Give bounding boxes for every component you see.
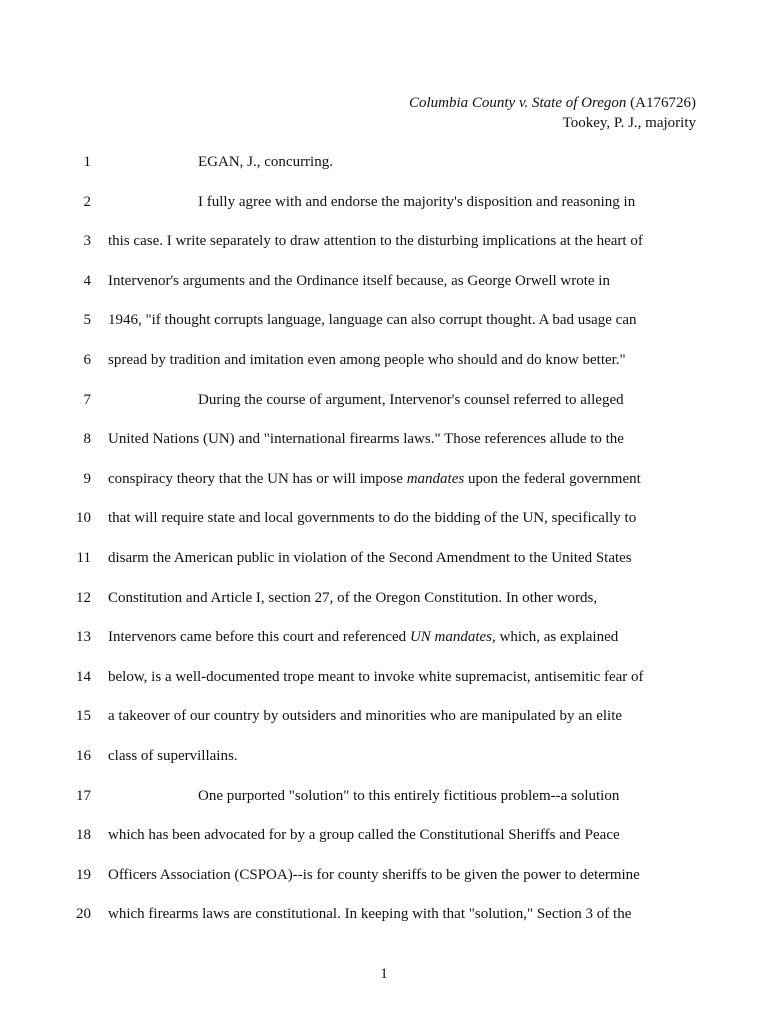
text-run: Officers Association (CSPOA)--is for county sheriffs to be given the power to determine — [108, 866, 640, 883]
text-run: United Nations (UN) and "international firearms laws." Those references allude to the — [108, 431, 624, 448]
text-run: 1946, "if thought corrupts language, language can also corrupt thought. A bad usage can — [108, 312, 637, 329]
line-text — [108, 427, 624, 451]
line-number: 3 — [83, 233, 91, 250]
case-header — [409, 93, 696, 133]
text-run: During the course of argument, Intervenor's counsel referred to alleged — [198, 391, 624, 408]
line-text — [108, 744, 238, 768]
text-run: , which, as explained — [492, 629, 619, 646]
text-run: conspiracy theory that the UN has or will impose — [108, 470, 407, 487]
italic-text: mandates — [406, 470, 465, 487]
line-text — [108, 625, 618, 649]
line-text — [108, 902, 631, 926]
line-text — [108, 467, 641, 491]
line-text — [108, 704, 622, 728]
text-run: below, is a well-documented trope meant to invoke white supremacist, antisemitic fear of — [108, 668, 644, 685]
line-number: 16 — [76, 748, 91, 764]
line-text — [198, 784, 619, 808]
line-number: 17 — [76, 787, 91, 804]
text-run: disarm the American public in violation of the Second Amendment to the United States — [108, 550, 632, 566]
line-number: 1 — [83, 154, 91, 170]
line-number: 7 — [83, 391, 91, 408]
line-number: 4 — [83, 272, 91, 289]
text-run: this case. I write separately to draw attention to the disturbing implications at the heart of — [108, 233, 643, 250]
line-text — [108, 586, 597, 610]
line-text — [108, 506, 636, 530]
pleading-line — [0, 150, 768, 174]
pleading-line — [0, 308, 768, 332]
line-number: 18 — [76, 827, 91, 844]
page-number: 1 — [380, 966, 388, 982]
text-run: EGAN, J., concurring. — [198, 154, 333, 170]
text-run: One purported "solution" to this entirely fictitious problem--a solution — [198, 787, 620, 804]
line-text — [108, 665, 644, 689]
line-number: 9 — [83, 470, 91, 487]
text-run: which has been advocated for by a group called the Constitutional Sheriffs and Peace — [108, 827, 620, 844]
text-run: that will require state and local governments to do the bidding of the UN, specifically to — [108, 510, 637, 527]
pleading-line — [0, 467, 768, 491]
line-text — [108, 308, 637, 332]
line-text — [108, 269, 610, 293]
pleading-line — [0, 348, 768, 372]
pleading-line — [0, 902, 768, 926]
text-run: Intervenor's arguments and the Ordinance itself because, as George Orwell wrote in — [108, 272, 610, 289]
pleading-line — [0, 427, 768, 451]
line-number: 5 — [83, 312, 91, 329]
line-number: 2 — [83, 193, 91, 210]
pleading-line — [0, 704, 768, 728]
line-number: 8 — [83, 431, 91, 448]
text-run: Intervenors came before this court and referenced — [108, 629, 410, 646]
line-text — [108, 863, 640, 887]
line-number: 19 — [76, 866, 91, 883]
text-run: which firearms laws are constitutional. In keeping with that "solution," Section 3 of the — [108, 906, 632, 923]
pleading-line — [0, 665, 768, 689]
line-text — [198, 150, 333, 174]
line-text — [108, 348, 626, 372]
text-run: upon the federal government — [464, 470, 641, 487]
line-number: 11 — [76, 550, 91, 566]
pleading-line — [0, 229, 768, 253]
line-text — [108, 546, 632, 570]
line-text — [198, 190, 635, 214]
line-number: 6 — [83, 352, 91, 368]
case-number: (A176726) — [626, 95, 696, 111]
opinion-author-line: Tookey, P. J., majority — [562, 115, 696, 131]
line-text — [198, 388, 624, 412]
text-run: I fully agree with and endorse the majority's disposition and reasoning in — [198, 193, 636, 210]
pleading-line — [0, 190, 768, 214]
text-run: Constitution and Article I, section 27, of the Oregon Constitution. In other words, — [108, 589, 598, 606]
line-text — [108, 229, 643, 253]
pleading-line — [0, 823, 768, 847]
pleading-line — [0, 506, 768, 530]
line-text — [108, 823, 620, 847]
line-number: 10 — [76, 510, 91, 527]
case-name: Columbia County v. State of Oregon — [408, 95, 627, 111]
pleading-line — [0, 744, 768, 768]
line-number: 14 — [76, 668, 91, 685]
pleading-line — [0, 784, 768, 808]
line-number: 13 — [76, 629, 91, 646]
pleading-line — [0, 586, 768, 610]
pleading-line — [0, 388, 768, 412]
pleading-line — [0, 269, 768, 293]
line-number: 12 — [76, 589, 91, 606]
pleading-line — [0, 546, 768, 570]
text-run: class of supervillains. — [108, 748, 238, 764]
text-run: spread by tradition and imitation even among people who should and do know better." — [108, 352, 626, 368]
italic-text: UN mandates — [409, 629, 493, 646]
case-caption — [409, 93, 696, 113]
line-number: 15 — [76, 708, 91, 725]
text-run: a takeover of our country by outsiders and minorities who are manipulated by an elite — [108, 708, 623, 725]
pleading-line — [0, 625, 768, 649]
pleading-line — [0, 863, 768, 887]
line-number: 20 — [76, 906, 91, 923]
